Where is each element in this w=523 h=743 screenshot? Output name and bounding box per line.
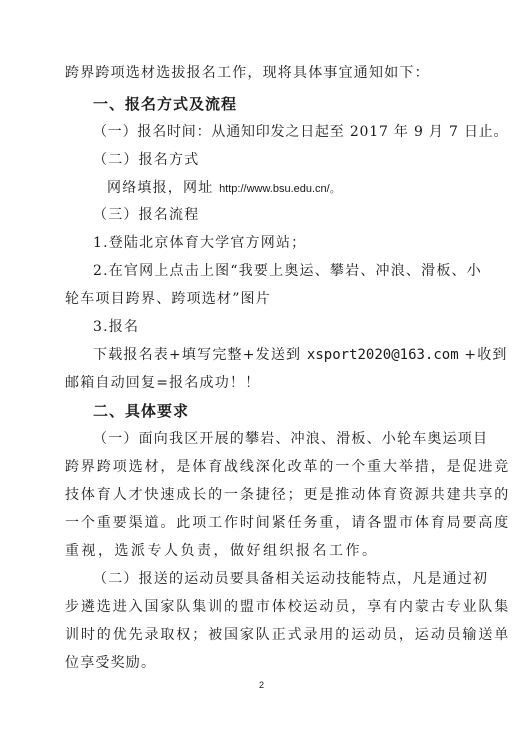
text-line: 1.登陆北京体育大学官方网站； <box>93 235 307 251</box>
text-line: （一）面向我区开展的攀岩、冲浪、滑板、小轮车奥运项目 <box>93 431 489 447</box>
text-line: 一个重要渠道。此项工作时间紧任务重，请各盟市体育局要高度 <box>65 515 511 531</box>
text-line: （二）报名方式 <box>93 152 200 168</box>
text-line <box>93 345 511 365</box>
text-line: 训时的优先录取权；被国家队正式录用的运动员，运动员输送单 <box>65 627 511 643</box>
email-address[interactable]: xsport2020@163.com <box>306 347 459 363</box>
text-span: +收到 <box>458 347 508 363</box>
text-line: 步遴选进入国家队集训的盟市体校运动员，享有内蒙古专业队集 <box>65 599 511 615</box>
text-line <box>107 178 511 199</box>
text-line: 邮箱自动回复=报名成功！！ <box>65 375 261 391</box>
section-heading-2: 二、具体要求 <box>93 402 190 420</box>
text-line: 2.在官网上点击上图“我要上奥运、攀岩、冲浪、滑板、小 <box>93 263 482 279</box>
text-line: 跨界跨项选材选拔报名工作，现将具体事宜通知如下： <box>65 65 430 81</box>
website-link[interactable]: http://www.bsu.edu.cn/。 <box>219 183 341 195</box>
text-span: 下载报名表+填写完整+发送到 <box>93 347 307 363</box>
text-line: （二）报送的运动员要具备相关运动技能特点，凡是通过初 <box>93 571 489 587</box>
text-line: 重视，选派专人负责，做好组织报名工作。 <box>65 543 379 559</box>
text-line: （一）报名时间：从通知印发之日起至 2017 年 9 月 7 日止。 <box>93 124 509 140</box>
text-line: 轮车项目跨界、跨项选材”图片 <box>65 291 271 307</box>
text-line: 技体育人才快速成长的一条捷径；更是推动体育资源共建共享的 <box>65 487 511 503</box>
text-line: 跨界跨项选材，是体育战线深化改革的一个重大举措，是促进竞 <box>65 459 511 475</box>
text-line: （三）报名流程 <box>93 207 200 223</box>
section-heading-1: 一、报名方式及流程 <box>93 95 238 113</box>
text-span: 网络填报，网址 <box>107 180 220 196</box>
text-line: 位享受奖励。 <box>65 655 157 671</box>
text-line: 3.报名 <box>93 319 140 335</box>
page-number: 2 <box>258 680 264 690</box>
